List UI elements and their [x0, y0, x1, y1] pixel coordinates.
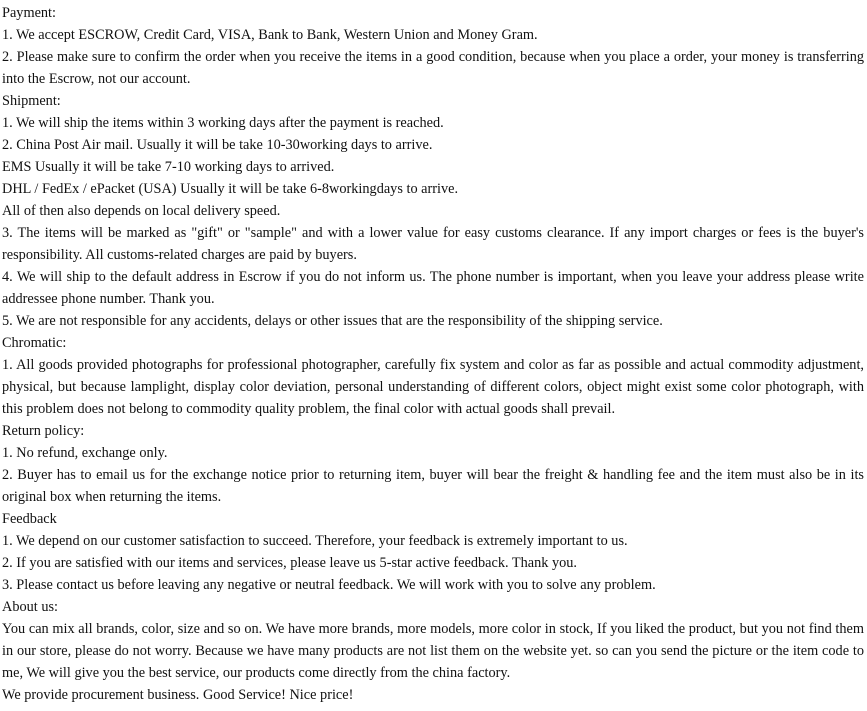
list-item: 3. Please contact us before leaving any negative or neutral feedback. We will work with you to solve any problem. — [2, 577, 656, 593]
list-item: 5. We are not responsible for any accidents, delays or other issues that are the responsibility of the shipping service. — [2, 313, 663, 329]
list-item: 1. All goods provided photographs for professional photographer, carefully fix system and color as far as possible and actual commodity adjustment, physical, but because lamplight, display color deviation, personal understanding of different colors, object might exist some color photograph, with this problem does not belong to commodity quality problem, the final color with actual goods shall prevail. — [2, 357, 864, 417]
feedback-section — [2, 508, 867, 596]
section-heading: About us: — [2, 599, 59, 615]
payment-section — [2, 2, 867, 90]
shipment-section — [2, 90, 867, 332]
list-item: DHL / FedEx / ePacket (USA) Usually it will be take 6-8workingdays to arrive. — [2, 181, 459, 197]
list-item: 4. We will ship to the default address in Escrow if you do not inform us. The phone number is important, when you leave your address please write addressee phone number. Thank you. — [2, 269, 864, 307]
list-item: 2. Buyer has to email us for the exchange notice prior to returning item, buyer will bear the freight & handling fee and the item must also be in its original box when returning the items. — [2, 467, 864, 505]
list-item: 1. We accept ESCROW, Credit Card, VISA, Bank to Bank, Western Union and Money Gram. — [2, 27, 538, 43]
list-item: EMS Usually it will be take 7-10 working days to arrived. — [2, 159, 335, 175]
list-item: 1. We will ship the items within 3 working days after the payment is reached. — [2, 115, 444, 131]
list-item: 2. China Post Air mail. Usually it will be take 10-30working days to arrive. — [2, 137, 433, 153]
list-item: We provide procurement business. Good Service! Nice price! — [2, 687, 354, 703]
list-item: 2. If you are satisfied with our items and services, please leave us 5-star active feedback. Thank you. — [2, 555, 577, 571]
list-item: 3. The items will be marked as "gift" or "sample" and with a lower value for easy customs clearance. If any import charges or fees is the buyer's responsibility. All customs-related charges are paid by buyers. — [2, 225, 864, 263]
list-item: 1. We depend on our customer satisfaction to succeed. Therefore, your feedback is extremely important to us. — [2, 533, 628, 549]
about-section — [2, 596, 867, 706]
section-heading: Return policy: — [2, 423, 85, 439]
list-item: 2. Please make sure to confirm the order when you receive the items in a good condition, because when you place a order, your money is transferring into the Escrow, not our account. — [2, 49, 864, 87]
chromatic-section — [2, 332, 867, 420]
section-heading: Chromatic: — [2, 335, 67, 351]
section-heading: Payment: — [2, 5, 57, 21]
return-policy-section — [2, 420, 867, 508]
list-item: You can mix all brands, color, size and so on. We have more brands, more models, more color in stock, If you liked the product, but you not find them in our store, please do not worry. Because we have many products are not list them on the website yet. so can you send the picture or the item code to me, We will give you the best service, our products come directly from the china factory. — [2, 621, 864, 681]
section-heading: Shipment: — [2, 93, 61, 109]
list-item: 1. No refund, exchange only. — [2, 445, 168, 461]
list-item: All of then also depends on local delivery speed. — [2, 203, 281, 219]
section-heading: Feedback — [2, 511, 57, 527]
